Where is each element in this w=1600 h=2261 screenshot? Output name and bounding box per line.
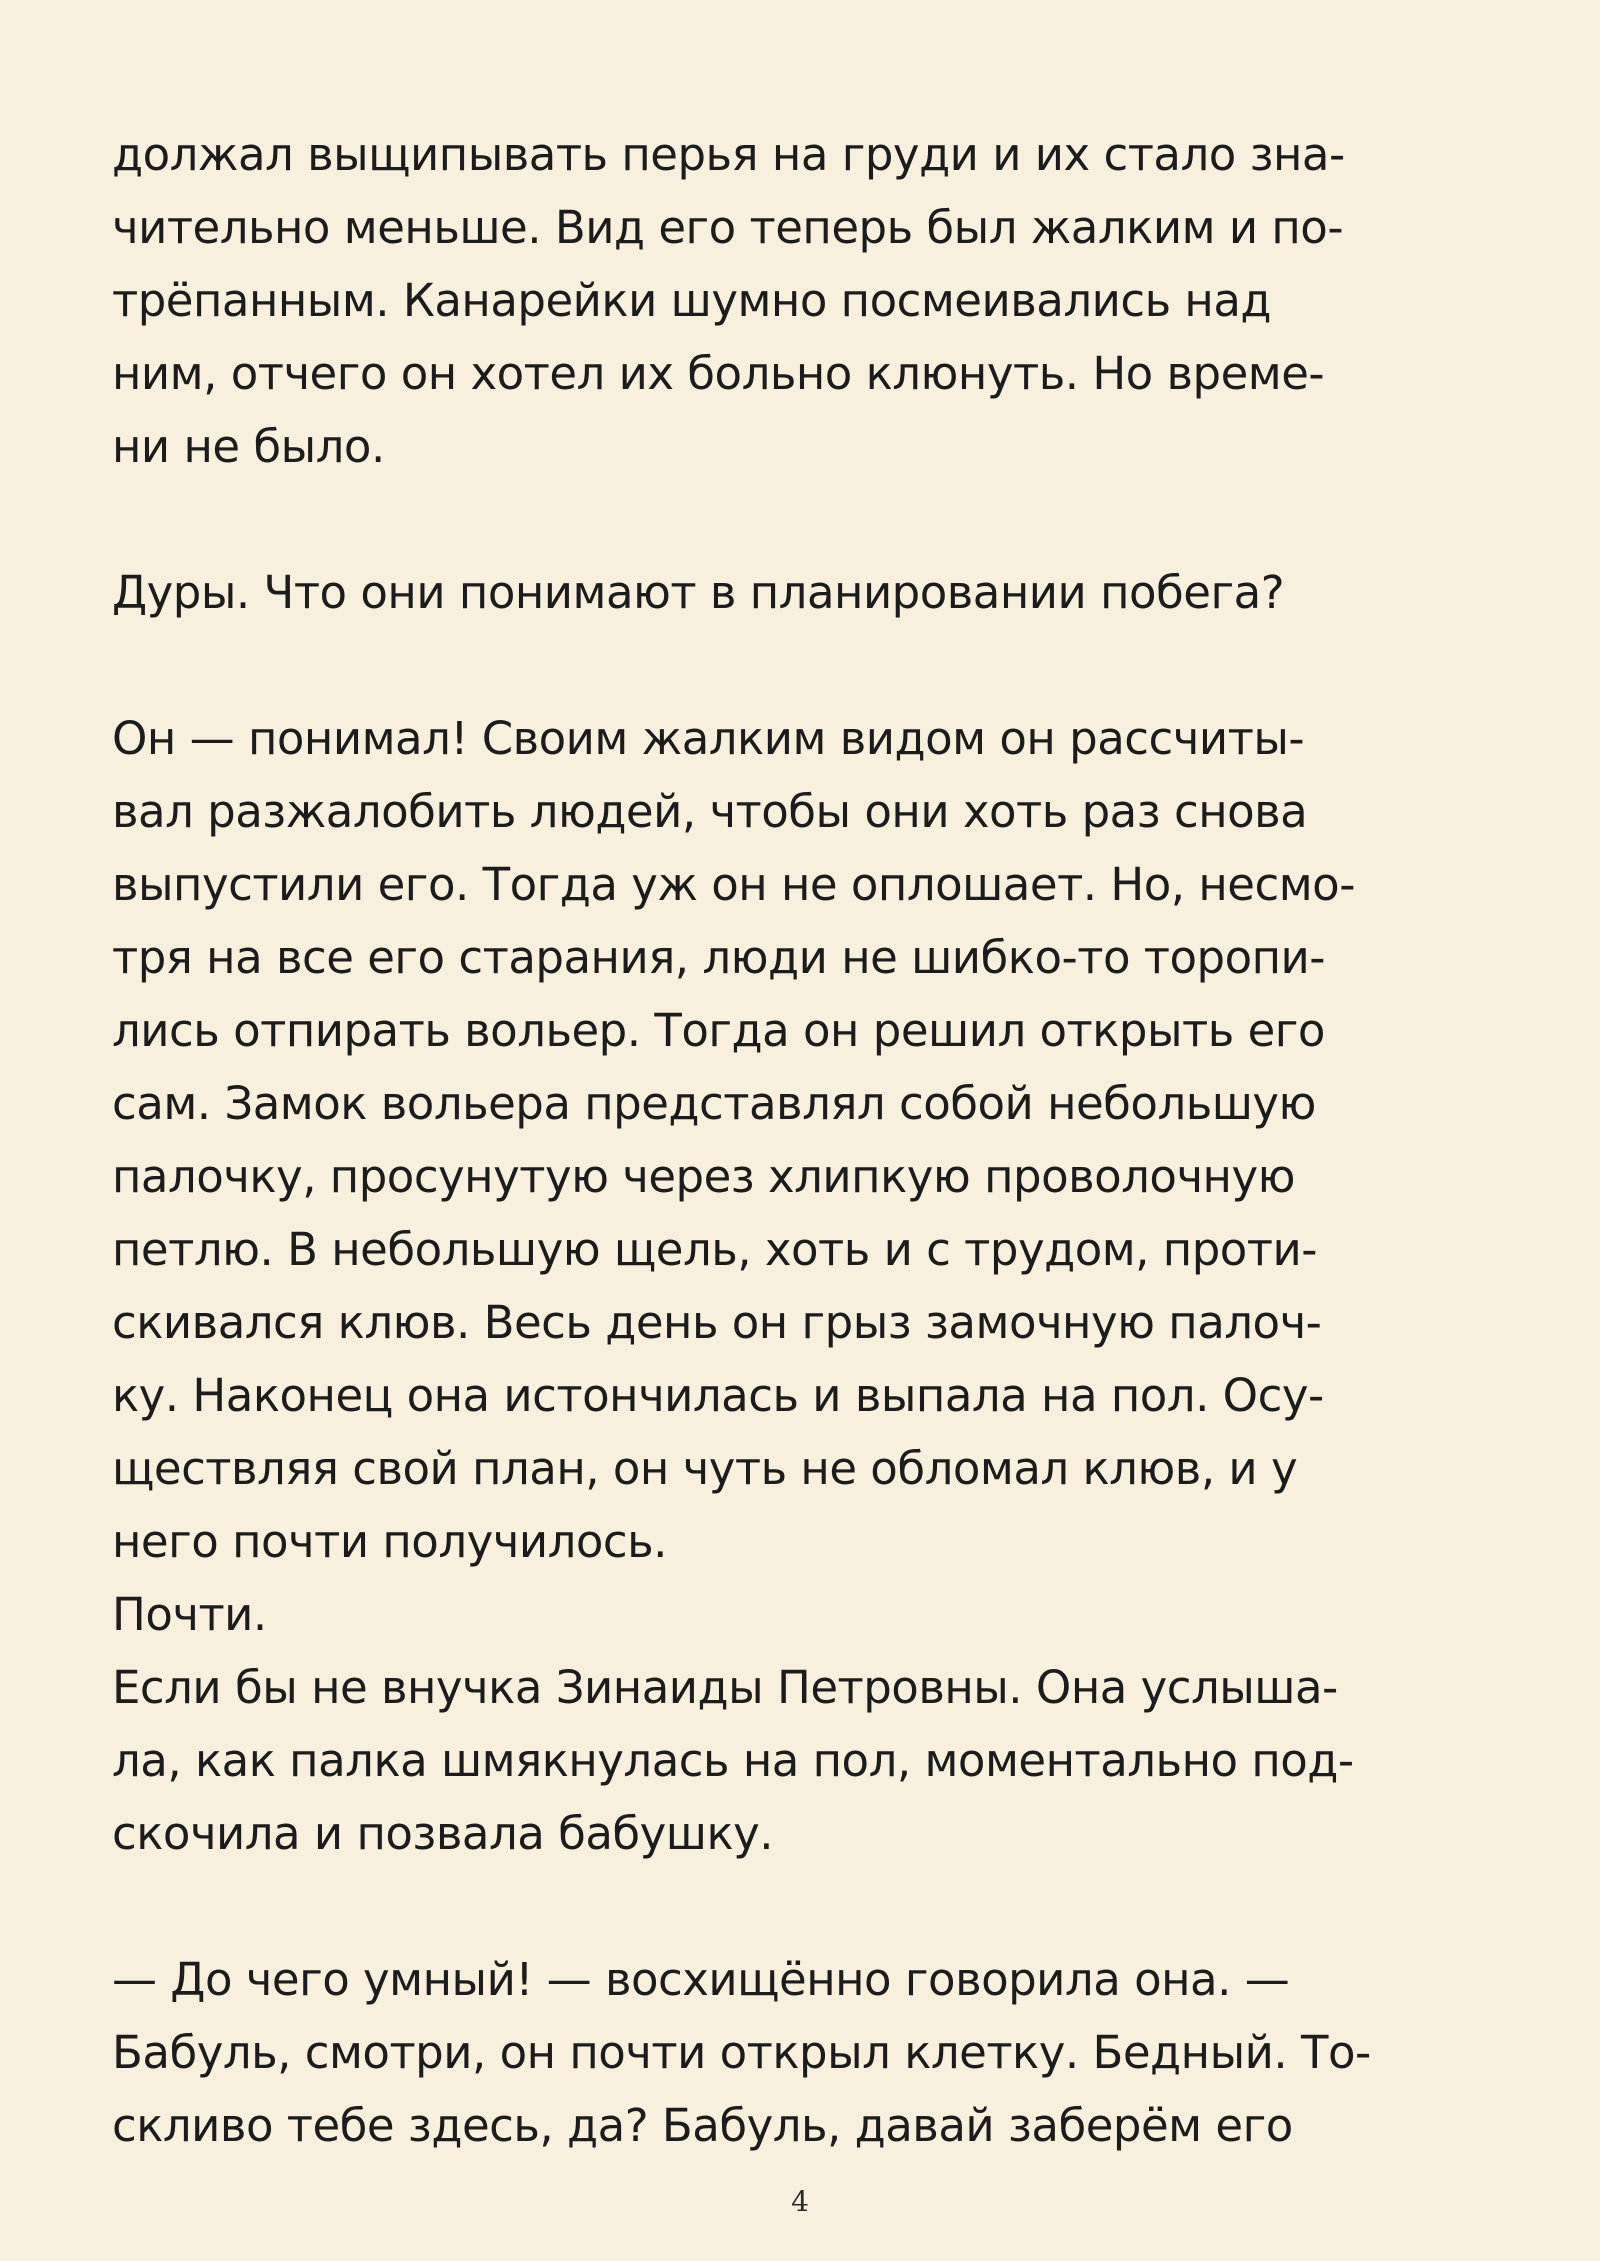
text-line: вал разжалобить людей, чтобы они хоть раз снова [112, 785, 1308, 838]
text-line: тря на все его старания, люди не шибко-то торопи- [112, 931, 1326, 984]
text-line: ла, как палка шмякнулась на пол, моментально под- [112, 1734, 1354, 1787]
text-line: чительно меньше. Вид его теперь был жалким и по- [112, 201, 1344, 254]
page-number: 4 [791, 2185, 809, 2218]
text-line: него почти получилось. [112, 1515, 667, 1568]
text-line: ни не было. [112, 420, 385, 473]
text-line: лись отпирать вольер. Тогда он решил открыть его [112, 1004, 1325, 1057]
text-line: скочила и позвала бабушку. [112, 1807, 774, 1860]
text-line: Дуры. Что они понимают в планировании побега? [112, 566, 1285, 619]
paragraph-gap [112, 483, 1512, 556]
text-line: ним, отчего он хотел их больно клюнуть. Но време- [112, 347, 1325, 400]
text-line: Он — понимал! Своим жалким видом он рассчиты- [112, 712, 1305, 765]
text-line: должал выщипывать перья на груди и их стало зна- [112, 128, 1345, 181]
body-text [112, 118, 1512, 2162]
paragraph-gap [112, 1870, 1512, 1943]
text-line: Если бы не внучка Зинаиды Петровны. Она услыша- [112, 1661, 1338, 1714]
text-line: — До чего умный! — восхищённо говорила она. — [112, 1953, 1290, 2006]
text-line: трёпанным. Канарейки шумно посмеивались над [112, 274, 1272, 327]
text-line: сам. Замок вольера представлял собой небольшую [112, 1077, 1316, 1130]
text-line: Почти. [112, 1588, 267, 1641]
paragraph-gap [112, 629, 1512, 702]
text-line: скливо тебе здесь, да? Бабуль, давай заберём его [112, 2099, 1293, 2152]
text-line: петлю. В небольшую щель, хоть и с трудом, проти- [112, 1223, 1317, 1276]
text-line: палочку, просунутую через хлипкую проволочную [112, 1150, 1295, 1203]
text-line: выпустили его. Тогда уж он не оплошает. Но, несмо- [112, 858, 1355, 911]
text-line: Бабуль, смотри, он почти открыл клетку. Бедный. То- [112, 2026, 1371, 2079]
text-line: ществляя свой план, он чуть не обломал клюв, и у [112, 1442, 1298, 1495]
text-line: ку. Наконец она истончилась и выпала на пол. Осу- [112, 1369, 1324, 1422]
text-line: скивался клюв. Весь день он грыз замочную палоч- [112, 1296, 1322, 1349]
